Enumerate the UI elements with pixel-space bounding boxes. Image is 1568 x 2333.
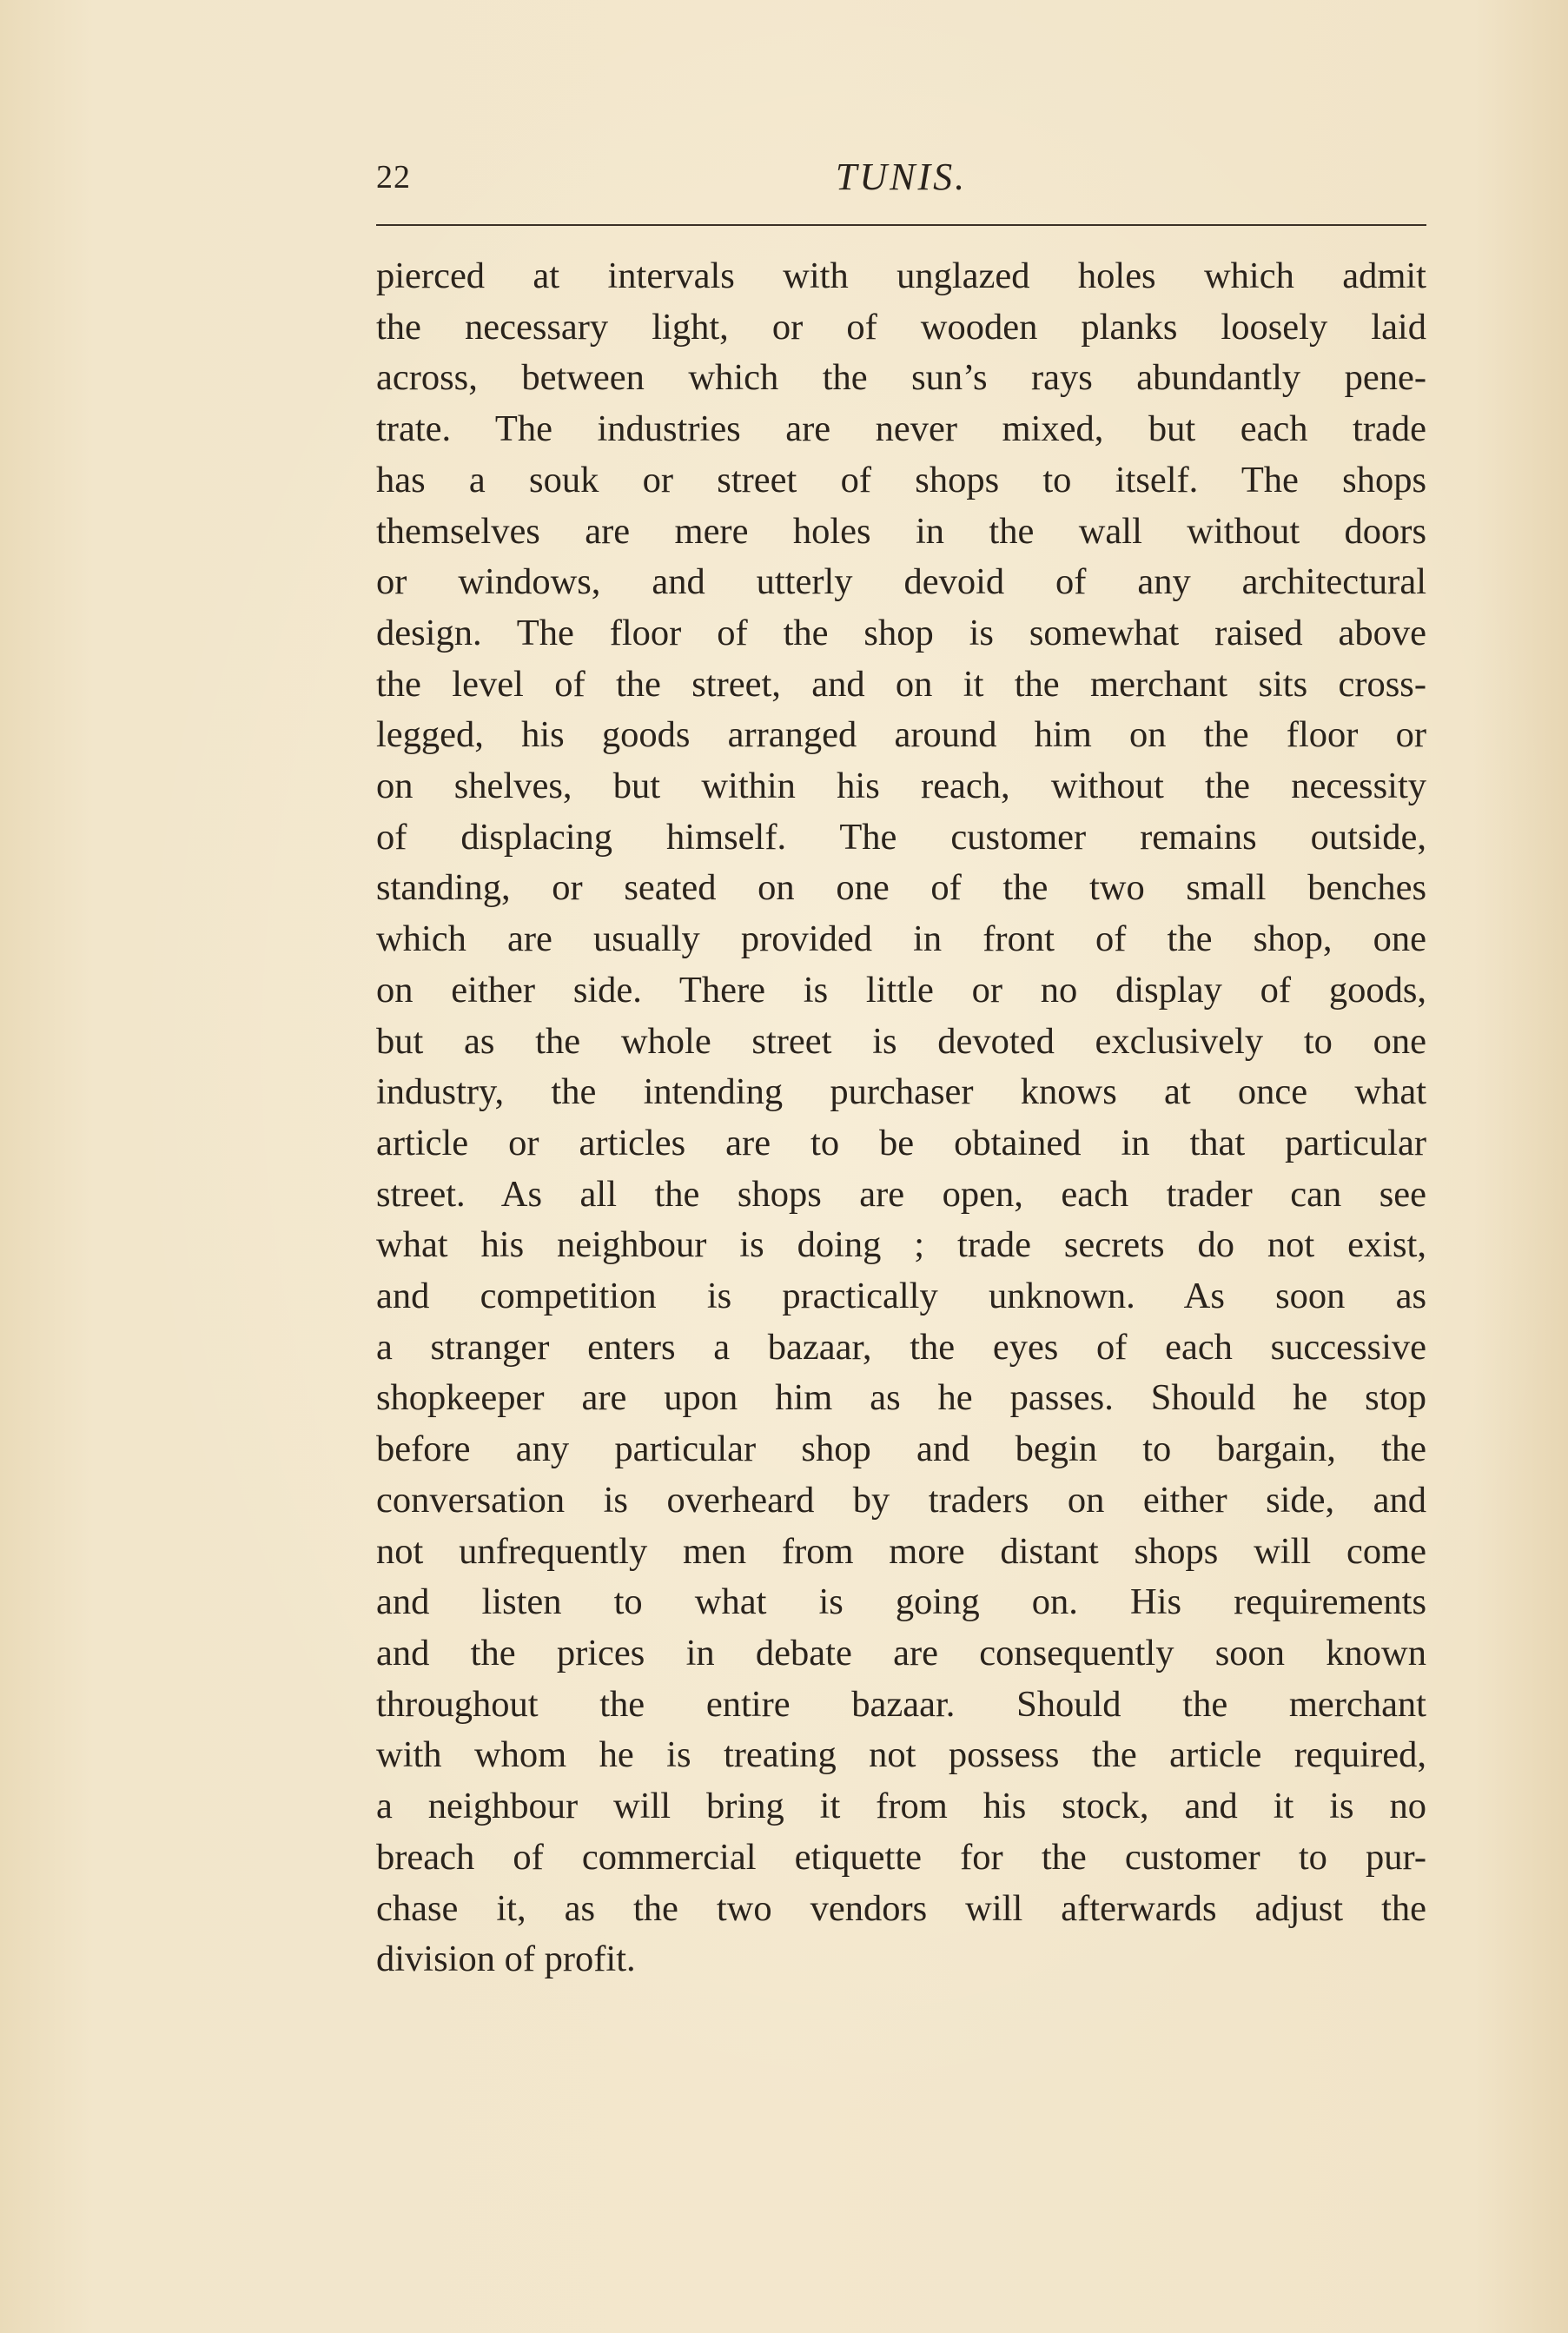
text-line: the level of the street, and on it the merchant sits cross- — [376, 663, 1426, 705]
text-line: and competition is practically unknown. As soon as — [376, 1276, 1426, 1317]
text-line: not unfrequently men from more distant shops will come — [376, 1530, 1426, 1572]
text-line: or windows, and utterly devoid of any architectural — [376, 561, 1426, 603]
text-line: throughout the entire bazaar. Should the merchant — [376, 1683, 1426, 1725]
text-line: legged, his goods arranged around him on the floor or — [376, 714, 1426, 756]
text-line: on either side. There is little or no display of goods, — [376, 969, 1426, 1011]
running-title: TUNIS. — [835, 156, 968, 198]
body-paragraph — [376, 251, 1426, 1985]
text-line: has a souk or street of shops to itself. The shops — [376, 459, 1426, 500]
text-line: what his neighbour is doing ; trade secrets do not exist, — [376, 1224, 1426, 1266]
text-line: with whom he is treating not possess the article required, — [376, 1734, 1426, 1776]
text-line: but as the whole street is devoted exclusively to one — [376, 1020, 1426, 1062]
text-line: street. As all the shops are open, each trader can see — [376, 1173, 1426, 1215]
text-line: of displacing himself. The customer remains outside, — [376, 816, 1426, 858]
text-line: on shelves, but within his reach, without the necessity — [376, 766, 1426, 807]
text-line: pierced at intervals with unglazed holes which admit — [376, 255, 1426, 296]
text-line: standing, or seated on one of the two small benches — [376, 867, 1426, 909]
text-line: themselves are mere holes in the wall without doors — [376, 510, 1426, 552]
text-line: design. The floor of the shop is somewhat raised above — [376, 612, 1426, 653]
text-line: before any particular shop and begin to bargain, the — [376, 1428, 1426, 1470]
text-line: trate. The industries are never mixed, but each trade — [376, 408, 1426, 450]
text-line: the necessary light, or of wooden planks loosely laid — [376, 306, 1426, 348]
text-line: a neighbour will bring it from his stock, and it is no — [376, 1786, 1426, 1827]
text-line: a stranger enters a bazaar, the eyes of each successive — [376, 1326, 1426, 1368]
text-line: division of profit. — [376, 1939, 636, 1980]
running-head — [376, 155, 1426, 207]
text-line: shopkeeper are upon him as he passes. Should he stop — [376, 1377, 1426, 1419]
text-line: industry, the intending purchaser knows at once what — [376, 1071, 1426, 1113]
text-line: breach of commercial etiquette for the customer to pur- — [376, 1836, 1426, 1878]
text-line: which are usually provided in front of the shop, one — [376, 918, 1426, 960]
text-line: and the prices in debate are consequently soon known — [376, 1632, 1426, 1674]
text-line: conversation is overheard by traders on either side, and — [376, 1479, 1426, 1521]
text-line: and listen to what is going on. His requirements — [376, 1581, 1426, 1623]
page-number: 22 — [376, 159, 411, 196]
text-line: across, between which the sun’s rays abundantly pene- — [376, 357, 1426, 399]
text-line: article or articles are to be obtained in that particular — [376, 1122, 1426, 1163]
text-line: chase it, as the two vendors will afterwards adjust the — [376, 1887, 1426, 1929]
header-rule — [376, 224, 1426, 226]
